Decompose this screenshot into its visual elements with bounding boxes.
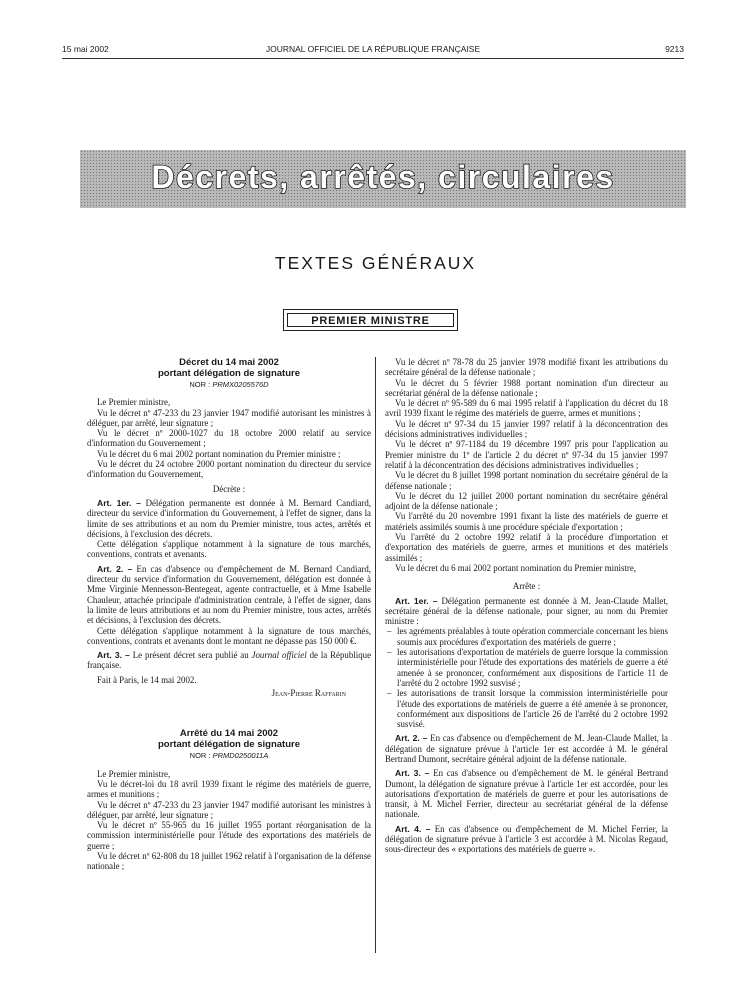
- arrete-article-4: [385, 824, 668, 855]
- section-title: TEXTES GÉNÉRAUX: [274, 253, 477, 273]
- arrete-title: [87, 728, 371, 750]
- page-header: [62, 44, 684, 58]
- article-text: Le présent décret sera publié au: [132, 650, 249, 661]
- arrete-title-line1: Arrêté du 14 mai 2002: [179, 728, 279, 740]
- article-label: Art. 2. –: [395, 733, 428, 744]
- arrete-article-3: [385, 768, 668, 819]
- decree-title-line2: portant délégation de signature: [158, 368, 300, 379]
- arrete-nor: [87, 751, 371, 761]
- article-text: En cas d'absence ou d'empêchement de M. Bernard Candiard, directeur du service d'information du Gouvernement, délégation est donnée à Mme Virginie Mennesson-Bentegeat, agente contractuelle, et à Mme Isabelle Chauleur, attachée principale d'administration centrale, à l'effet de signer, dans la limite de leurs attributions et au nom du Premier ministre, tous actes, arrêtés et décisions, à l'exclusion des décrets.: [87, 563, 372, 626]
- decree-para: Vu le décret nº 2000-1027 du 18 octobre 2000 relatif au service d'information du Gouvernement ;: [87, 428, 371, 449]
- nor-label: NOR :: [189, 380, 211, 389]
- article-text: de la République française.: [87, 650, 372, 671]
- banner-title: Décrets, arrêtés, circulaires: [151, 159, 615, 195]
- article-label: Art. 3. –: [395, 768, 430, 779]
- dash-item: – les autorisations de transit lorsque la commission interministérielle pour l'étude des exportations de matériels de guerre a été amenée à se prononcer, conformément aux dispositions de l'article 26 de l'arrêté du 2 octobre 1992 susvisé.: [385, 688, 668, 729]
- arrete-para: Vu le décret nº 62-808 du 18 juillet 1962 relatif à l'organisation de la défense nationale ;: [87, 850, 371, 872]
- visa: Vu le décret nº 95-589 du 6 mai 1995 relatif à l'application du décret du 18 avril 1939 fixant le régime des matériels de guerre, armes et munitions ;: [385, 398, 668, 419]
- page-number: 9213: [665, 44, 684, 54]
- decree-article-2: [87, 564, 371, 626]
- decree-title: [87, 357, 371, 379]
- header-rule: [62, 58, 684, 59]
- article-label: Art. 2. –: [97, 563, 133, 574]
- visa: Vu le décret du 8 juillet 1998 portant nomination du secrétaire général de la défense nationale ;: [385, 470, 668, 491]
- arrete-para: Le Premier ministre,: [97, 768, 171, 779]
- decree-para: Vu le décret du 6 mai 2002 portant nomination du Premier ministre ;: [97, 448, 341, 459]
- visa: Vu le décret du 12 juillet 2000 portant nomination du secrétaire général adjoint de la défense nationale ;: [385, 490, 668, 512]
- decree-para: Vu le décret nº 47-233 du 23 janvier 1947 modifié autorisant les ministres à déléguer, par arrêté, leur signature ;: [87, 407, 371, 428]
- decrete-heading: Décrète :: [212, 483, 246, 494]
- journal-title: JOURNAL OFFICIEL DE LA RÉPUBLIQUE FRANÇAISE: [265, 44, 481, 54]
- arrete-article-2: [385, 733, 668, 764]
- journal-officiel-italic: Journal officiel: [251, 650, 307, 661]
- section-banner: [80, 150, 686, 208]
- nor-code: PRMD0250011A: [212, 751, 269, 761]
- decree-para: Vu le décret du 24 octobre 2000 portant nomination du directeur du service d'information du Gouvernement,: [87, 459, 371, 480]
- header-date: 15 mai 2002: [62, 44, 109, 54]
- dash-item: – les agréments préalables à toute opération commerciale concernant les biens soumis aux procédures d'exportation des matériels de guerre ;: [385, 626, 668, 647]
- arrete-para: Vu le décret nº 47-233 du 23 janvier 1947 modifié autorisant les ministres à déléguer, par arrêté, leur signature ;: [87, 799, 371, 820]
- arrete-article-1: [385, 596, 668, 627]
- nor-label: NOR :: [189, 751, 211, 761]
- column-divider: [375, 357, 376, 953]
- ministry-label: PREMIER MINISTRE: [287, 313, 454, 327]
- article-label: Art. 3. –: [97, 650, 130, 661]
- dash-item: – les autorisations d'exportation de matériels de guerre lorsque la commission interministérielle pour l'étude des exportations des matériels de guerre a été amenée à se prononcer, conformément aux dispositions de l'article 11 de l'arrêté du 2 octobre 1992 susvisé ;: [385, 647, 668, 688]
- decree-title-line1: Décret du 14 mai 2002: [179, 357, 279, 368]
- arrete-para: Vu le décret nº 55-965 du 16 juillet 1955 portant réorganisation de la commission interministérielle pour l'étude des exportations des matériels de guerre ;: [87, 820, 371, 851]
- nor-code: PRMX0205576D: [212, 380, 269, 389]
- decree-para: Cette délégation s'applique notamment à la signature de tous marchés, conventions, contrats et avenants.: [87, 539, 371, 560]
- article-label: Art. 1er. –: [395, 595, 438, 606]
- ministry-box: [283, 309, 458, 331]
- article-label: Art. 4. –: [395, 823, 431, 834]
- decree-nor: [87, 380, 371, 390]
- visa: Vu l'arrêté du 2 octobre 1992 relatif à la procédure d'importation et d'exportation des matériels de guerre, armes et munitions et des matériels assimilés ;: [385, 532, 668, 563]
- arrete-para: Vu le décret-loi du 18 avril 1939 fixant le régime des matériels de guerre, armes et munitions ;: [87, 778, 371, 800]
- left-column: [87, 357, 371, 872]
- visa: Vu le décret du 5 février 1988 portant nomination d'un directeur au secrétariat général de la défense nationale ;: [385, 377, 668, 398]
- article-text: En cas d'absence ou d'empêchement de M. le général Bertrand Dumont, la délégation de signature prévue à l'article 1er est accordée, pour les autorisations d'exportation de matériels de guerre et pour les autorisations de transit, à M. Michel Ferrier, directeur au secrétariat général de la défense nationale.: [385, 768, 669, 820]
- signature: Jean-Pierre Raffarin: [271, 688, 346, 699]
- article-text: En cas d'absence ou d'empêchement de M. Michel Ferrier, la délégation de signature prévue à l'article 3 est accordée à M. Nicolas Regaud, sous-directeur des « exportations des matériels de guerre ».: [385, 823, 669, 855]
- decree-article-3: [87, 650, 371, 671]
- visa: Vu l'arrêté du 20 novembre 1991 fixant la liste des matériels de guerre et matériels assimilés soumis à une procédure spéciale d'exportation ;: [385, 511, 668, 532]
- article-text: Délégation permanente est donnée à M. Bernard Candiard, directeur du service d'information du Gouvernement, à l'effet de signer, dans la limite de ses attributions et au nom du Premier ministre, tous actes, arrêtés et décisions, à l'exclusion des décrets.: [87, 497, 372, 539]
- right-column: [385, 357, 668, 855]
- visa: Vu le décret nº 78-78 du 25 janvier 1978 modifié fixant les attributions du secrétaire général de la défense nationale ;: [385, 357, 668, 378]
- arrete-title-line2: portant délégation de signature: [158, 739, 300, 751]
- article-text: En cas d'absence ou d'empêchement de M. Jean-Claude Mallet, la délégation de signature prévue à l'article 1er est accordée à M. le général Bertrand Dumont, secrétaire général adjoint de la défense nationale.: [385, 733, 668, 764]
- article-text: Délégation permanente est donnée à M. Jean-Claude Mallet, secrétaire général de la défense nationale, pour signer, au nom du Premier ministre :: [385, 595, 668, 627]
- visa: Vu le décret du 6 mai 2002 portant nomination du Premier ministre,: [395, 562, 637, 573]
- decree-article-1: [87, 498, 371, 539]
- article-label: Art. 1er. –: [97, 497, 141, 508]
- decree-para: Le Premier ministre,: [97, 397, 171, 408]
- visa: Vu le décret nº 97-34 du 15 janvier 1997 relatif à la déconcentration des décisions administratives individuelles ;: [385, 418, 668, 440]
- decree-para: Cette délégation s'applique notamment à la signature de tous marchés, conventions, contrats et avenants dont le montant ne dépasse pas 150 000 €.: [87, 625, 371, 646]
- visa: Vu le décret nº 97-1184 du 19 décembre 1997 pris pour l'application au Premier ministre du 1º de l'article 2 du décret nº 97-34 du 15 janvier 1997 relatif à la déconcentration des décisions administratives individuelles ;: [385, 439, 668, 470]
- arrete-heading: Arrête :: [512, 581, 541, 592]
- decree-fait: Fait à Paris, le 14 mai 2002.: [97, 674, 197, 685]
